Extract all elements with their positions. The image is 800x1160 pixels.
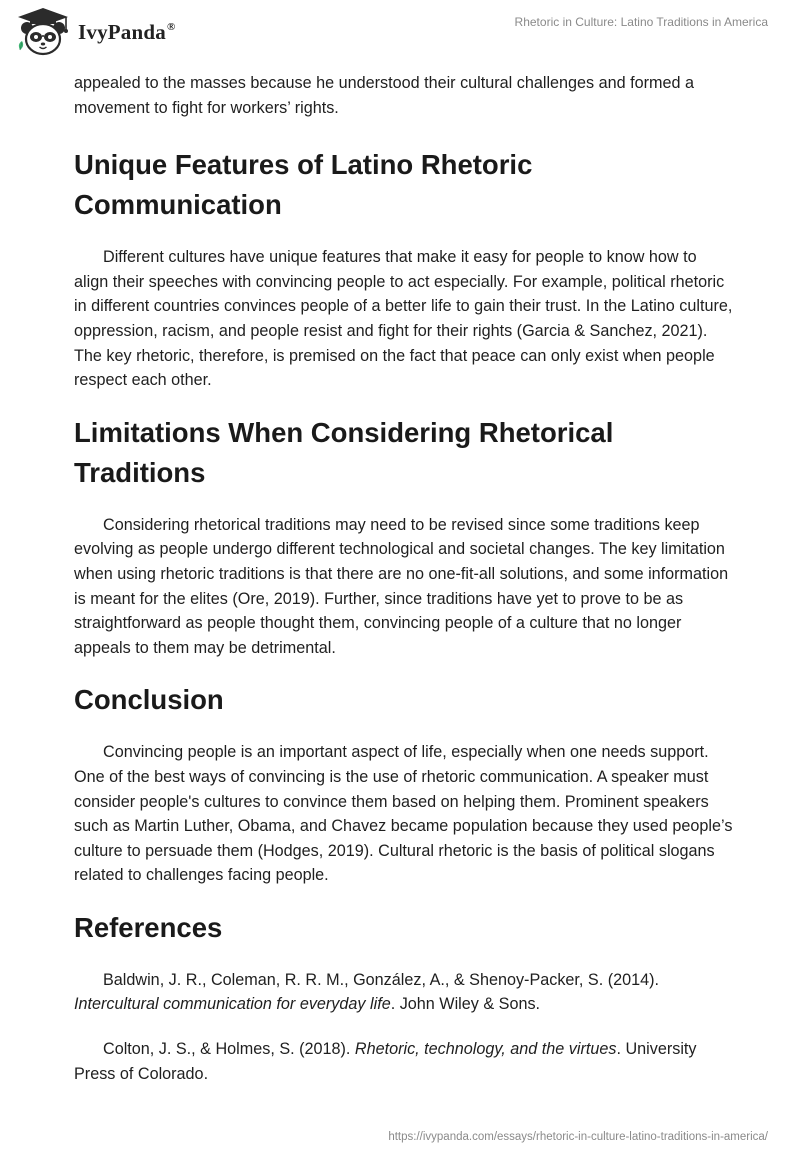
reference-authors: Baldwin, J. R., Coleman, R. R. M., González, A., & Shenoy-Packer, S. (2014). [103, 970, 660, 989]
reference-title: Intercultural communication for everyday life [74, 995, 391, 1014]
section-heading-limitations: Limitations When Considering Rhetorical Traditions [74, 416, 614, 488]
intro-paragraph: appealed to the masses because he understood their cultural challenges and formed a movement to fight for workers’ rights. [74, 74, 695, 117]
section-heading-unique-features: Unique Features of Latino Rhetoric Communication [74, 149, 533, 221]
references-heading: References [74, 911, 223, 943]
section-paragraph-limitations: Considering rhetorical traditions may need to be revised since some traditions keep evolving as people undergo different technological and societal changes. The key limitation when using rhetoric traditions is that there are no one-fit-all solutions, and some information is meant for the elites (Ore, 2019). Further, since traditions have yet to prove to be as straightforward as people thought them, convincing people of a culture that no longer appeals to them may be detrimental. [74, 515, 729, 657]
brand-name: IvyPanda® [78, 19, 176, 44]
reference-authors: Colton, J. S., & Holmes, S. (2018). [103, 1040, 351, 1059]
page-header [0, 0, 800, 70]
section-paragraph-conclusion: Convincing people is an important aspect of life, especially when one needs support. One of the best ways of convincing is the use of rhetoric communication. A speaker must consider people's cultures to convince them based on helping them. Prominent speakers such as Martin Luther, Obama, and Chavez became population because they used people’s culture to persuade them (Hodges, 2019). Cultural rhetoric is the basis of political slogans related to challenges facing people. [74, 743, 733, 885]
reference-item [74, 1037, 734, 1086]
reference-publisher: . John Wiley & Sons. [390, 995, 541, 1014]
section-heading-conclusion: Conclusion [74, 684, 224, 716]
ivypanda-logo[interactable] [14, 6, 175, 58]
section-paragraph-unique-features: Different cultures have unique features that make it easy for people to know how to align their speeches with convincing people to act especially. For example, political rhetoric in different countries convinces people of a better life to gain their trust. In the Latino culture, oppression, racism, and people resist and fight for their rights (Garcia & Sanchez, 2021). The key rhetoric, therefore, is premised on the fact that peace can only exist when people respect each other. [74, 248, 733, 390]
source-url-link[interactable]: https://ivypanda.com/essays/rhetoric-in-culture-latino-traditions-in-america/ [388, 1131, 768, 1143]
reference-title: Rhetoric, technology, and the virtues [354, 1040, 617, 1059]
panda-graduate-icon [14, 6, 72, 58]
reference-item [74, 968, 734, 1017]
reference-publisher: . University Press of Colorado. [74, 1040, 697, 1083]
document-title: Rhetoric in Culture: Latino Traditions in America [514, 15, 768, 29]
essay-content [74, 71, 734, 1086]
